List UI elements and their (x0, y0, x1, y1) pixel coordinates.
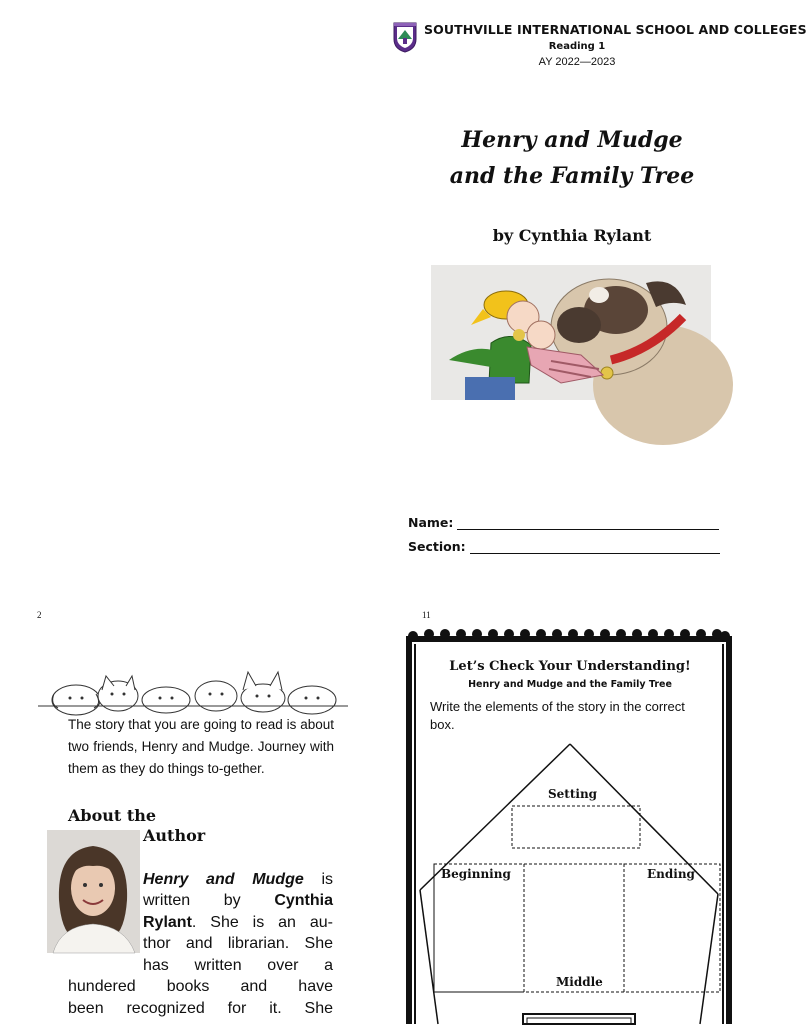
section-field[interactable] (408, 539, 720, 554)
middle-label: Middle (556, 975, 603, 989)
academic-year: AY 2022—2023 (538, 56, 616, 68)
beginning-label: Beginning (441, 867, 511, 881)
intro-paragraph: The story that you are going to read is about two friends, Henry and Mudge. Journey with them as they do things to-gether. (68, 717, 334, 776)
book-title-line-1: Henry and Mudge (461, 127, 683, 153)
author-photo (47, 830, 140, 953)
page-number-left: 2 (37, 610, 42, 620)
bio-line-5: has written over a (143, 957, 333, 974)
cover-illustration (431, 265, 711, 400)
worksheet-title: Let’s Check Your Understanding! (449, 659, 691, 674)
bio-line-4: thor and librarian. She (143, 935, 333, 952)
school-name: SOUTHVILLE INTERNATIONAL SCHOOL AND COLLEGES (424, 22, 807, 37)
bio-author-last: Rylant (143, 914, 192, 931)
name-line[interactable] (457, 517, 719, 530)
about-heading-line-2: Author (143, 826, 206, 845)
bio-line-7: been recognized for it. She (68, 1000, 333, 1017)
school-logo-icon (392, 21, 418, 53)
book-title-line-2: and the Family Tree (449, 163, 695, 189)
section-line[interactable] (470, 541, 720, 554)
book-byline: by Cynthia Rylant (492, 226, 652, 245)
name-field[interactable] (408, 515, 719, 530)
bio-author-first: Cynthia (274, 892, 333, 909)
worksheet-instruction: Write the elements of the story in the correct box. (430, 699, 685, 732)
setting-box[interactable] (513, 806, 639, 846)
bio-book-title: Henry and Mudge (143, 871, 304, 888)
bio-line-6: hundered books and have (68, 978, 333, 995)
setting-label: Setting (548, 787, 598, 801)
course-name: Reading 1 (548, 41, 606, 52)
peeking-dogs-illustration (38, 640, 348, 708)
about-heading-line-1: About the (68, 806, 157, 825)
page-number-right: 11 (422, 610, 431, 620)
bio-line-2: written by Cynthia (143, 892, 333, 909)
ending-box[interactable] (626, 886, 718, 988)
ending-label: Ending (647, 867, 695, 881)
name-label: Name: (408, 515, 454, 530)
bio-line-3: Rylant. She is an au- (143, 914, 333, 931)
middle-box[interactable] (526, 866, 622, 970)
worksheet-subtitle: Henry and Mudge and the Family Tree (468, 679, 672, 690)
beginning-box[interactable] (436, 886, 522, 988)
bio-line-1: Henry and Mudge is (143, 871, 334, 888)
book-title (420, 122, 724, 194)
section-label: Section: (408, 539, 466, 554)
